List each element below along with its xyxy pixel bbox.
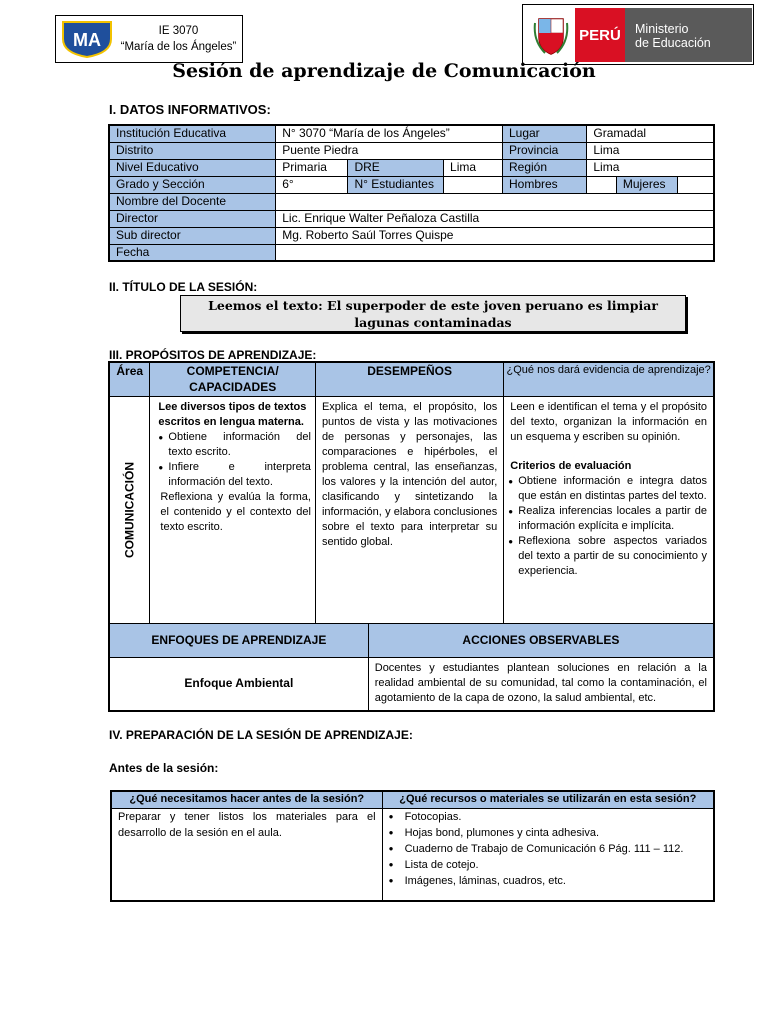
criterios-title: Criterios de evaluación	[510, 459, 632, 472]
estudiantes-value	[444, 176, 503, 193]
hombres-value	[587, 176, 616, 193]
evidencia-cell	[504, 396, 714, 623]
director-value: Lic. Enrique Walter Peñaloza Castilla	[276, 210, 714, 227]
area-cell	[109, 396, 150, 623]
peru-label: PERÚ	[575, 8, 625, 62]
hacer-cell: Preparar y tener listos los materiales para el desarrollo de la sesión en el aula.	[111, 808, 382, 901]
section-datos-title: I. DATOS INFORMATIVOS:	[109, 102, 271, 117]
provincia-value: Lima	[587, 142, 714, 159]
ie-value: N° 3070 “María de los Ángeles”	[276, 125, 503, 142]
school-line-2: “María de los Ángeles”	[120, 41, 237, 53]
session-title-box: Leemos el texto: El superpoder de este joven peruano es limpiar lagunas contaminadas	[180, 295, 686, 332]
recurso-item: ● Cuaderno de Trabajo de Comunicación 6 Pág. 111 – 112.	[389, 841, 707, 857]
ie-label: Institución Educativa	[109, 125, 276, 142]
capacidades-list	[158, 430, 311, 490]
recursos-header: ¿Qué recursos o materiales se utilizarán en esta sesión?	[382, 791, 714, 808]
antes-sesion-table	[110, 790, 715, 902]
evidencia-text: Leen e identifican el tema y el propósito del texto, organizan la información en un esquema y escriben su opinión.	[510, 400, 707, 443]
competencia-header: COMPETENCIA/ CAPACIDADES	[150, 362, 316, 396]
school-header-box	[55, 15, 243, 63]
dre-label: DRE	[348, 159, 444, 176]
fecha-label: Fecha	[109, 244, 276, 261]
lugar-value: Gramadal	[587, 125, 714, 142]
recurso-item: ● Lista de cotejo.	[389, 857, 707, 873]
criterio-item: ● Realiza inferencias locales a partir de información explícita e implícita.	[508, 504, 707, 534]
desempenos-header: DESEMPEÑOS	[315, 362, 503, 396]
docente-value	[276, 193, 714, 210]
grado-value: 6°	[276, 176, 348, 193]
lugar-label: Lugar	[502, 125, 586, 142]
director-label: Director	[109, 210, 276, 227]
criterio-item: ● Obtiene información e integra datos que están en distintas partes del texto.	[508, 474, 707, 504]
region-value: Lima	[587, 159, 714, 176]
area-header: Área	[109, 362, 150, 396]
school-logo	[59, 19, 115, 59]
competencia-title: Lee diversos tipos de textos escritos en lengua materna.	[158, 400, 307, 428]
acciones-header: ACCIONES OBSERVABLES	[368, 623, 714, 657]
criterios-list	[508, 474, 707, 579]
distrito-value: Puente Piedra	[276, 142, 503, 159]
capacidad-item: ● Obtiene información del texto escrito.	[158, 430, 311, 460]
minedu-logo-box	[522, 4, 754, 65]
antes-sesion-title: Antes de la sesión:	[109, 761, 219, 775]
school-line-1: IE 3070	[158, 25, 199, 37]
subdirector-value: Mg. Roberto Saúl Torres Quispe	[276, 227, 714, 244]
evidencia-header: ¿Qué nos dará evidencia de aprendizaje?	[504, 362, 714, 396]
mujeres-value	[677, 176, 714, 193]
nivel-value: Primaria	[276, 159, 348, 176]
region-label: Región	[502, 159, 586, 176]
fecha-value	[276, 244, 714, 261]
capacidad-reflexiona: Reflexiona y evalúa la forma, el contenido y el contexto del texto escrito.	[160, 490, 311, 533]
propositos-table	[108, 361, 715, 712]
distrito-label: Distrito	[109, 142, 276, 159]
page-title: Sesión de aprendizaje de Comunicación	[172, 60, 596, 82]
recursos-cell	[382, 808, 714, 901]
criterio-item: ● Reflexiona sobre aspectos variados del texto a partir de su conocimiento y experiencia.	[508, 534, 707, 579]
recursos-list	[389, 809, 707, 889]
subdirector-label: Sub director	[109, 227, 276, 244]
dre-value: Lima	[444, 159, 503, 176]
recurso-item: ● Fotocopias.	[389, 809, 707, 825]
grado-label: Grado y Sección	[109, 176, 276, 193]
recurso-item: ● Hojas bond, plumones y cinta adhesiva.	[389, 825, 707, 841]
hacer-header: ¿Qué necesitamos hacer antes de la sesión?	[111, 791, 382, 808]
hombres-label: Hombres	[502, 176, 586, 193]
datos-informativos-table	[108, 124, 715, 262]
docente-label: Nombre del Docente	[109, 193, 276, 210]
enfoques-header: ENFOQUES DE APRENDIZAJE	[109, 623, 368, 657]
section-propositos-title: III. PROPÓSITOS DE APRENDIZAJE:	[109, 348, 317, 362]
ministerio-label	[625, 8, 752, 62]
section-preparacion-title: IV. PREPARACIÓN DE LA SESIÓN DE APRENDIZAJE:	[109, 728, 413, 742]
mujeres-label: Mujeres	[616, 176, 677, 193]
ministerio-line-2: de Educación	[635, 36, 711, 50]
estudiantes-label: N° Estudiantes	[348, 176, 444, 193]
ministerio-line-1: Ministerio	[635, 22, 689, 36]
school-logo-text: MA	[73, 30, 101, 50]
desempeno-cell: Explica el tema, el propósito, los puntos de vista y las motivaciones de personas y personajes, las comparaciones e hipérboles, el problema central, las enseñanzas, los valores y la intención del autor, clasificando y sintetizando la información, y elabora conclusiones sobre el texto para interpretar su sentido global.	[315, 396, 503, 623]
provincia-label: Provincia	[502, 142, 586, 159]
recurso-item: ● Imágenes, láminas, cuadros, etc.	[389, 873, 707, 889]
section-titulo-title: II. TÍTULO DE LA SESIÓN:	[109, 280, 258, 294]
peru-shield-icon	[527, 8, 575, 62]
school-name	[116, 23, 241, 55]
enfoque-cell: Enfoque Ambiental	[109, 657, 368, 711]
capacidad-item: ● Infiere e interpreta información del texto.	[158, 460, 311, 490]
competencia-cell	[150, 396, 316, 623]
nivel-label: Nivel Educativo	[109, 159, 276, 176]
acciones-cell: Docentes y estudiantes plantean soluciones en relación a la realidad ambiental de su comunidad, tal como la contaminación, el agotamiento de la capa de ozono, la salud ambiental, etc.	[368, 657, 714, 711]
area-value: COMUNICACIÓN	[122, 461, 137, 558]
